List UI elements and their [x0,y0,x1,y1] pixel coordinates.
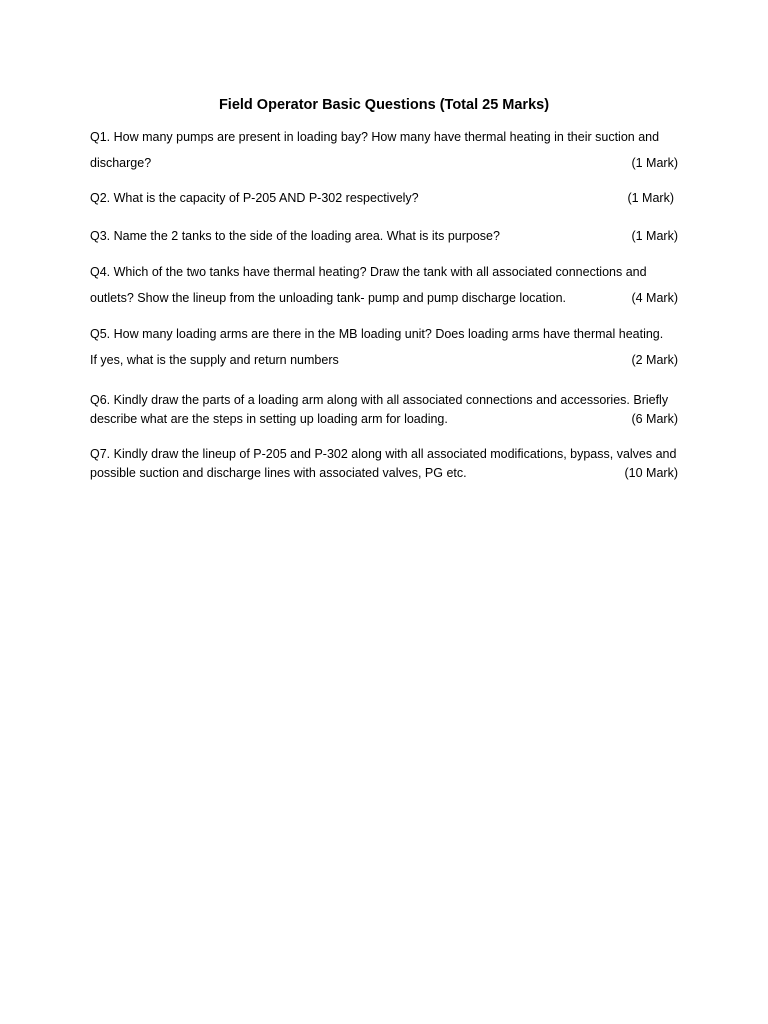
document-title: Field Operator Basic Questions (Total 25 Marks) [218,97,550,113]
question-7-mark: (10 Mark) [624,466,678,480]
question-3 [90,223,678,249]
question-6-line-2: describe what are the steps in setting up loading arm for loading. [90,412,448,426]
question-4-line-1: Q4. Which of the two tanks have thermal heating? Draw the tank with all associated connections and [90,265,647,279]
question-4 [90,259,678,311]
question-7-line-1: Q7. Kindly draw the lineup of P-205 and P-302 along with all associated modifications, bypass, valves and [90,447,677,461]
question-7 [90,445,678,483]
question-7-line-2: possible suction and discharge lines with associated valves, PG etc. [90,466,467,480]
question-2-mark: (1 Mark) [627,191,674,205]
question-6-line-1: Q6. Kindly draw the parts of a loading arm along with all associated connections and accessories. Briefly [90,393,669,407]
question-5-line-1: Q5. How many loading arms are there in the MB loading unit? Does loading arms have thermal heating. [90,327,664,341]
question-1-line-1: Q1. How many pumps are present in loading bay? How many have thermal heating in their suction and [90,130,660,144]
question-2 [90,185,678,211]
question-6 [90,391,678,429]
question-3-mark: (1 Mark) [631,229,678,243]
question-5-line-2: If yes, what is the supply and return numbers [90,353,339,367]
question-1 [90,124,678,176]
question-4-mark: (4 Mark) [631,291,678,305]
question-4-line-2: outlets? Show the lineup from the unloading tank- pump and pump discharge location. [90,291,566,305]
question-6-mark: (6 Mark) [631,412,678,426]
question-3-line-1: Q3. Name the 2 tanks to the side of the loading area. What is its purpose? [90,229,500,243]
question-5 [90,321,678,373]
question-5-mark: (2 Mark) [631,353,678,367]
question-2-line-1: Q2. What is the capacity of P-205 AND P-302 respectively? [90,191,419,205]
question-1-mark: (1 Mark) [631,156,678,170]
question-1-line-2: discharge? [90,156,152,170]
